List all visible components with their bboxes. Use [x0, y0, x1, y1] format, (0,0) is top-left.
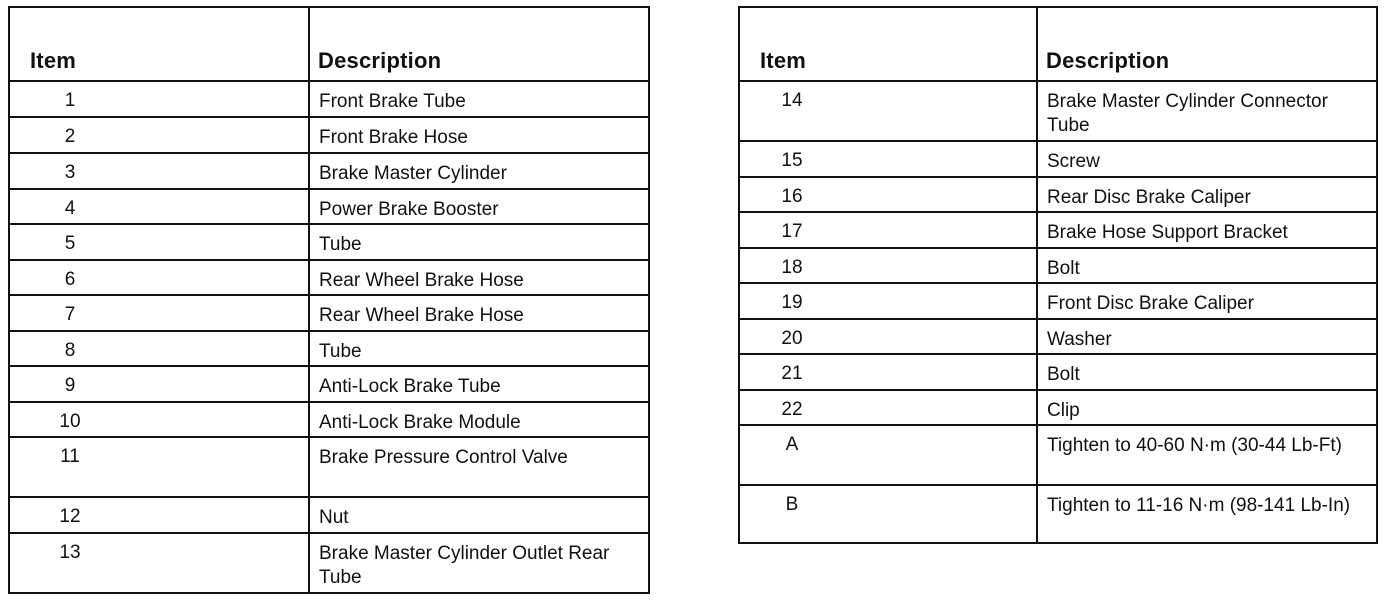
item-number: 7 [64, 304, 76, 325]
item-number: 12 [59, 506, 81, 527]
left-parts-table [8, 6, 650, 594]
item-number: 16 [781, 186, 803, 207]
item-number: 15 [781, 150, 803, 171]
table-header [740, 8, 1376, 82]
item-number: 1 [64, 90, 76, 111]
item-number: 22 [781, 399, 803, 420]
table-row [740, 355, 1376, 391]
item-header-label: Item [30, 48, 77, 73]
item-number: 21 [781, 363, 803, 384]
description-header-label: Description [1046, 48, 1170, 73]
item-number: 6 [64, 269, 76, 290]
table-row [10, 190, 648, 225]
table-row [740, 249, 1376, 284]
item-description: Front Brake Tube [319, 91, 466, 112]
item-number: 19 [781, 292, 803, 313]
table-row [740, 142, 1376, 178]
item-description: Brake Master Cylinder Connector Tube [1047, 91, 1328, 136]
item-description: Tube [319, 234, 362, 255]
item-description: Rear Disc Brake Caliper [1047, 187, 1251, 208]
table-row [10, 154, 648, 190]
item-description: Tighten to 11-16 N·m (98-141 Lb-In) [1047, 495, 1351, 516]
table-row [10, 332, 648, 367]
item-description: Rear Wheel Brake Hose [319, 270, 524, 291]
item-description: Anti-Lock Brake Module [319, 412, 521, 433]
item-number: 20 [781, 328, 803, 349]
item-description: Brake Pressure Control Valve [319, 447, 568, 468]
description-header-label: Description [318, 48, 442, 73]
item-description: Tube [319, 341, 362, 362]
item-number: 13 [59, 542, 81, 563]
item-description: Clip [1047, 400, 1080, 421]
table-row [740, 213, 1376, 249]
table-row [740, 320, 1376, 355]
table-row [10, 403, 648, 438]
right-parts-table [738, 6, 1378, 544]
item-number: B [785, 494, 799, 515]
table-row [10, 225, 648, 261]
item-description: Washer [1047, 329, 1112, 350]
item-description: Tighten to 40-60 N·m (30-44 Lb-Ft) [1047, 435, 1342, 456]
item-description: Brake Hose Support Bracket [1047, 222, 1288, 243]
table-row [740, 391, 1376, 426]
item-number: 14 [781, 90, 803, 111]
item-number: A [785, 434, 799, 455]
table-row [10, 367, 648, 403]
item-description: Bolt [1047, 258, 1080, 279]
item-header-label: Item [760, 48, 807, 73]
item-number: 5 [64, 233, 76, 254]
item-number: 8 [64, 340, 76, 361]
table-row [740, 82, 1376, 142]
table-row [10, 82, 648, 118]
item-description: Front Brake Hose [319, 127, 468, 148]
table-row [740, 284, 1376, 320]
table-row [10, 261, 648, 296]
table-row [740, 178, 1376, 213]
item-description: Brake Master Cylinder [319, 163, 507, 184]
description-column-header [1038, 8, 1376, 80]
item-number: 3 [64, 162, 76, 183]
table-row [10, 438, 648, 498]
item-description: Brake Master Cylinder Outlet Rear Tube [319, 543, 610, 588]
item-description: Rear Wheel Brake Hose [319, 305, 524, 326]
item-number: 18 [781, 257, 803, 278]
item-description: Anti-Lock Brake Tube [319, 376, 501, 397]
item-description: Screw [1047, 151, 1100, 172]
item-number: 10 [59, 411, 81, 432]
description-column-header [310, 8, 648, 80]
item-description: Bolt [1047, 364, 1080, 385]
table-row [10, 498, 648, 534]
table-row [740, 426, 1376, 486]
item-number: 4 [64, 198, 76, 219]
item-number: 9 [64, 375, 76, 396]
item-description: Power Brake Booster [319, 199, 499, 220]
table-header [10, 8, 648, 82]
item-description: Nut [319, 507, 349, 528]
item-description: Front Disc Brake Caliper [1047, 293, 1254, 314]
table-row [740, 486, 1376, 543]
table-row [10, 118, 648, 154]
item-column-header [740, 8, 1038, 80]
item-number: 2 [64, 126, 76, 147]
item-column-header [10, 8, 310, 80]
item-number: 17 [781, 221, 803, 242]
item-number: 11 [60, 446, 80, 467]
table-row [10, 534, 648, 594]
table-row [10, 296, 648, 332]
